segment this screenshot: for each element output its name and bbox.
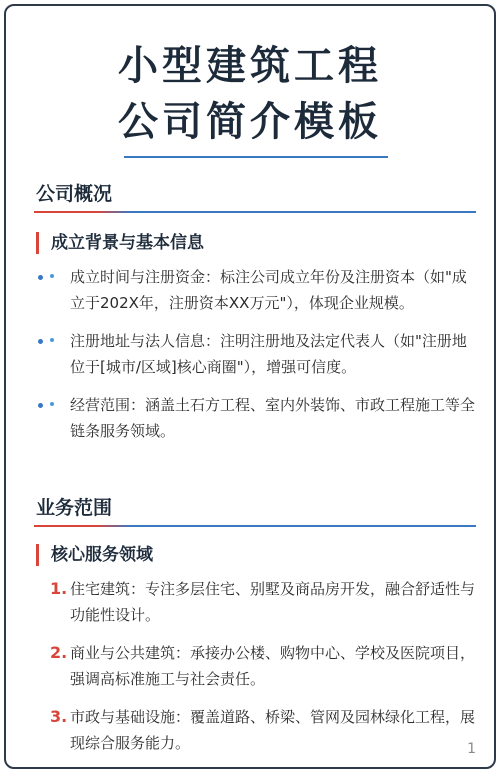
overview-list	[36, 264, 476, 456]
section-title-overview: 公司概况	[36, 183, 113, 205]
title-divider	[124, 156, 388, 158]
list-item: 经营范围：涵盖土石方工程、室内外装饰、市政工程施工等全链条服务领域。	[36, 392, 476, 444]
subtitle-background-info: 成立背景与基本信息	[36, 232, 204, 254]
list-item: 注册地址与法人信息：注明注册地及法定代表人（如"注册地位于[城市/区域]核心商圈"），增强可信度。	[36, 328, 476, 380]
document-title-line1: 小型建筑工程	[118, 43, 382, 89]
section-title-business-scope: 业务范围	[36, 497, 113, 519]
document-page	[4, 4, 496, 769]
list-item: 2. 商业与公共建筑：承接办公楼、购物中心、学校及医院项目，强调高标准施工与社会责任。	[36, 640, 476, 692]
list-item: 成立时间与注册资金：标注公司成立年份及注册资本（如"成立于202X年，注册资本XX万元"），体现企业规模。	[36, 264, 476, 316]
page-number: 1	[467, 741, 476, 757]
item-number: 1.	[50, 579, 68, 598]
section-divider-overview	[34, 211, 476, 213]
services-list	[36, 576, 476, 768]
item-number: 2.	[50, 643, 68, 662]
section-divider-business-scope	[34, 525, 476, 527]
list-item: 3. 市政与基础设施：覆盖道路、桥梁、管网及园林绿化工程，展现综合服务能力。	[36, 704, 476, 756]
list-item: 1. 住宅建筑：专注多层住宅、别墅及商品房开发，融合舒适性与功能性设计。	[36, 576, 476, 628]
item-number: 3.	[50, 707, 68, 726]
subtitle-core-services: 核心服务领域	[36, 544, 153, 566]
document-title-line2: 公司简介模板	[118, 99, 382, 145]
